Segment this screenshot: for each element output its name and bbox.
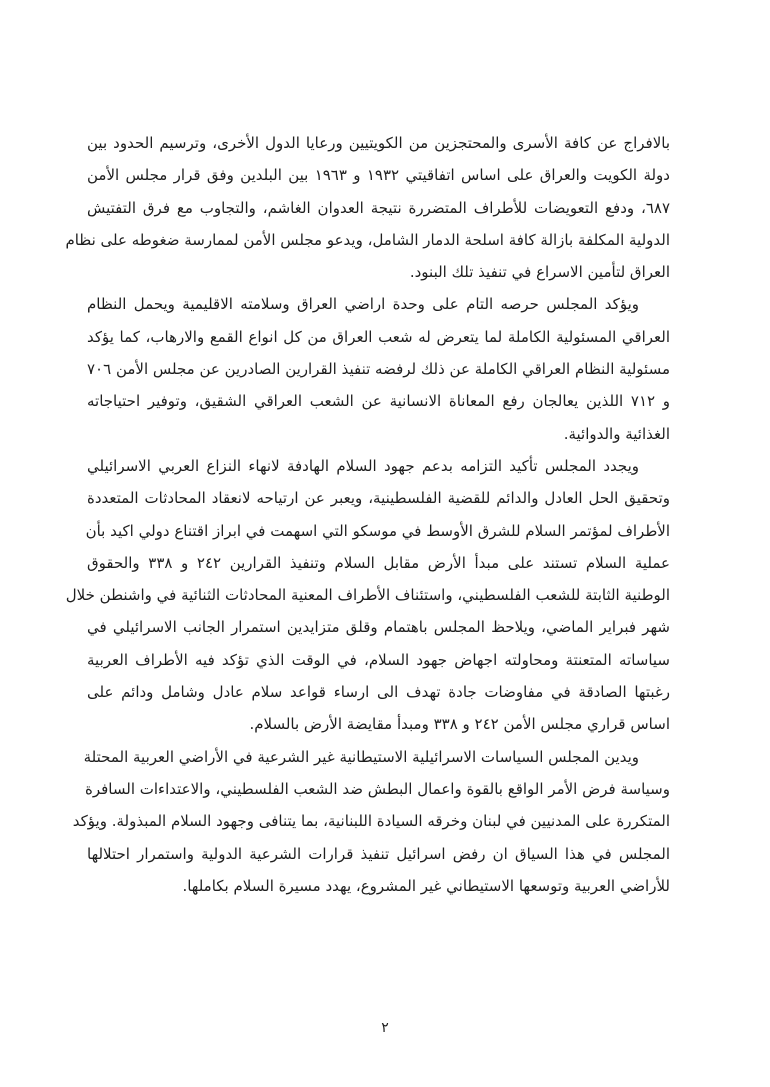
text-line: مسئولية النظام العراقي الكاملة عن ذلك لرفضه تنفيذ القرارين الصادرين عن مجلس الأمن ٧٠٦ [87,360,670,379]
text-line: بالافراج عن كافة الأسرى والمحتجزين من الكويتيين ورعايا الدول الأخرى، وترسيم الحدود بين [87,134,670,152]
text-line: عملية السلام تستند على مبدأ الأرض مقابل السلام وتنفيذ القرارين ٢٤٢ و ٣٣٨ والحقوق [87,553,670,572]
text-line: ويجدد المجلس تأكيد التزامه بدعم جهود السلام الهادفة لانهاء النزاع العربي الاسرائيلي [87,456,639,475]
text-line: المجلس في هذا السياق ان رفض اسرائيل تنفيذ قرارات الشرعية الدولية واستمرار احتلالها [87,844,670,863]
paragraph [65,127,670,288]
paragraph [65,450,670,741]
text-line: ويؤكد المجلس حرصه التام على وحدة اراضي العراق وسلامته الاقليمية ويحمل النظام [87,295,639,314]
text-line: و ٧١٢ اللذين يعالجان رفع المعاناة الانسانية عن الشعب العراقي الشقيق، وتوفير احتياجاته [87,392,671,411]
text-line: اساس قراري مجلس الأمن ٢٤٢ و ٣٣٨ ومبدأ مقايضة الأرض بالسلام. [249,715,670,734]
text-line: رغبتها الصادقة في مفاوضات جادة تهدف الى ارساء قواعد سلام عادل وشامل ودائم على [87,683,670,702]
text-line: شهر فبراير الماضي، ويلاحظ المجلس باهتمام وقلق متزايدين استمرار الجانب الاسرائيلي في [87,618,670,637]
text-line: الأطراف لمؤتمر السلام للشرق الأوسط في موسكو التي اسهمت في ابراز اقتناع دولي اكيد بأن [85,521,670,540]
text-line: سياساته المتعنتة ومحاولته اجهاض جهود السلام، في الوقت الذي تؤكد فيه الأطراف العربية [87,650,670,669]
text-line: المتكررة على المدنيين في لبنان وخرقه السيادة اللبنانية، بما يتنافى وجهود السلام المبذولة. ويؤكد [72,812,670,831]
text-line: ويدين المجلس السياسات الاسرائيلية الاستيطانية غير الشرعية في الأراضي العربية المحتلة [83,747,639,766]
text-line: الغذائية والدوائية. [563,424,670,443]
page-number: ٢ [381,1020,389,1036]
text-line: للأراضي العربية وتوسعها الاستيطاني غير المشروع، يهدد مسيرة السلام بكاملها. [182,876,670,895]
text-line: العراق لتأمين الاسراع في تنفيذ تلك البنود. [409,263,670,282]
text-line: الدولية المكلفة بازالة كافة اسلحة الدمار الشامل، ويدعو مجلس الأمن لممارسة ضغوطه على نظام [65,230,670,249]
body-text [65,127,671,902]
paragraph [87,288,670,449]
paragraph [72,741,670,902]
text-line: دولة الكويت والعراق على اساس اتفاقيتي ١٩٣٢ و ١٩٦٣ بين البلدين وفق قرار مجلس الأمن [87,166,670,185]
text-line: وتحقيق الحل العادل والدائم للقضية الفلسطينية، ويعبر عن ارتياحه لانعقاد المحادثات المتعددة [87,489,670,508]
text-line: ٦٨٧، ودفع التعويضات للأطراف المتضررة نتيجة العدوان الغاشم، والتجاوب مع فرق التفتيش [87,198,670,217]
text-line: الوطنية الثابتة للشعب الفلسطيني، واستئناف الأطراف المعنية المحادثات الثنائية في واشنطن خلال [65,586,670,605]
text-line: العراقي المسئولية الكاملة لما يتعرض له شعب العراق من كل انواع القمع والارهاب، كما يؤكد [87,327,670,346]
text-line: وسياسة فرض الأمر الواقع بالقوة واعمال البطش ضد الشعب الفلسطيني، والاعتداءات السافرة [85,779,670,798]
